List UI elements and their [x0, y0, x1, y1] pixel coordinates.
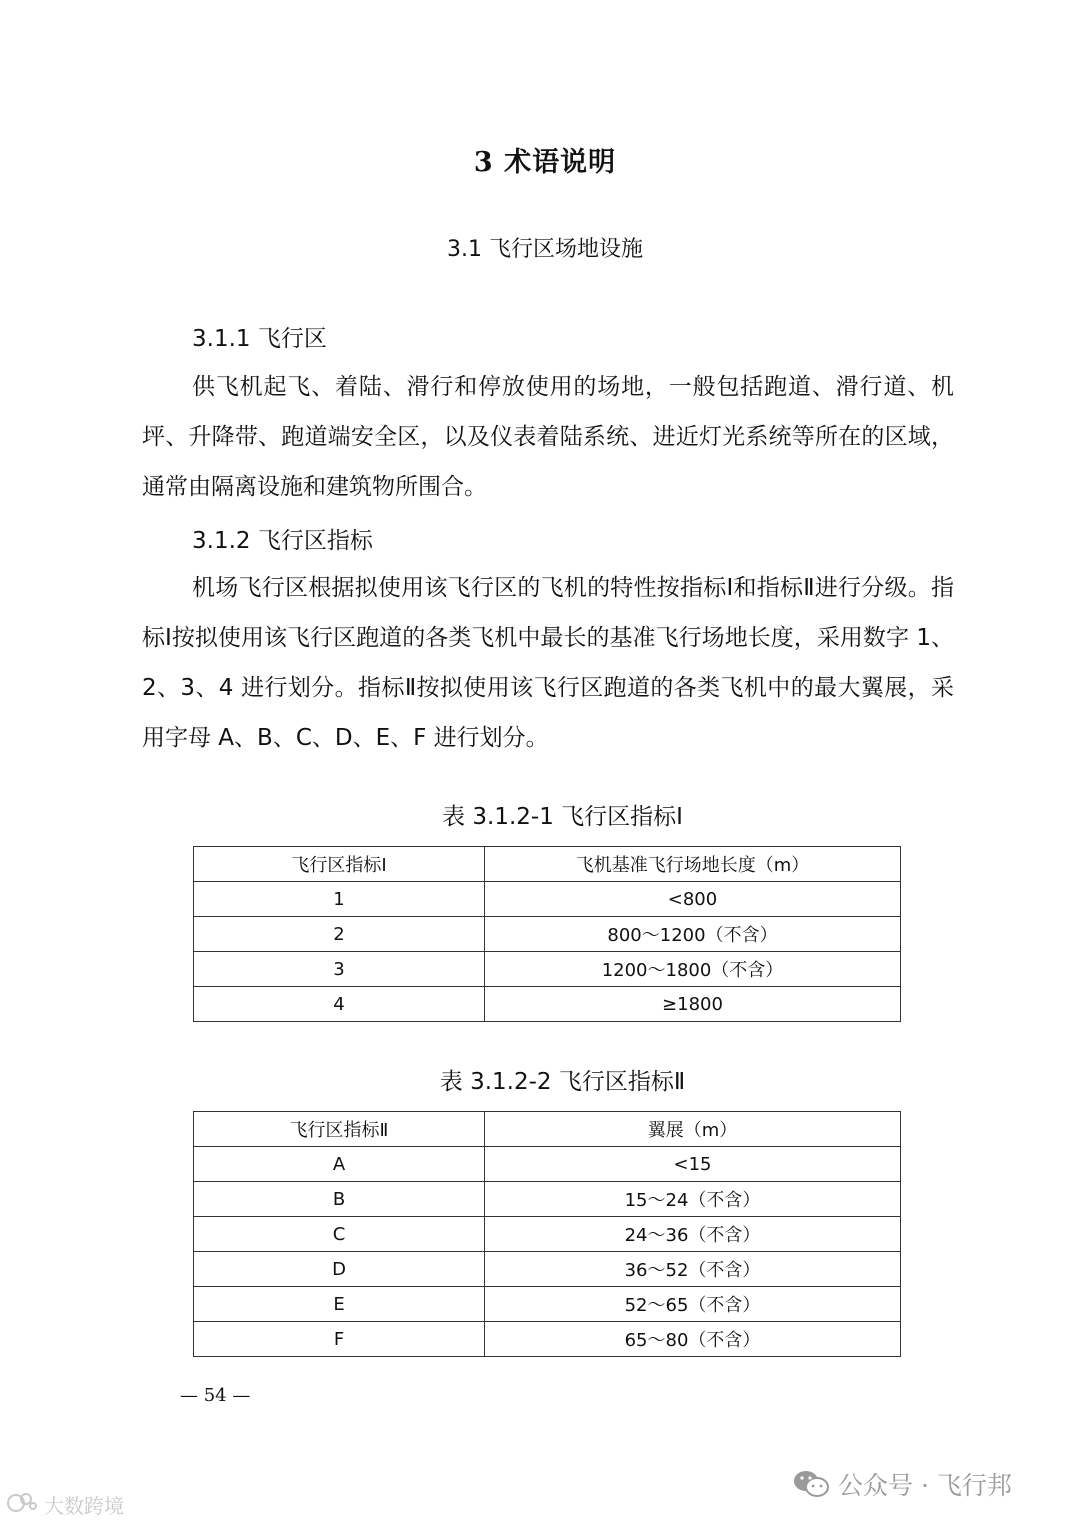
table-cell: B [194, 1182, 485, 1217]
table-row [194, 917, 901, 952]
table-row [194, 1322, 901, 1357]
table-flight-area-index-2 [193, 1111, 901, 1357]
table-row [194, 987, 901, 1022]
table-cell: 2 [194, 917, 485, 952]
table-cell: D [194, 1252, 485, 1287]
table-cell: 4 [194, 987, 485, 1022]
table-cell: 24～36（不含） [485, 1217, 901, 1252]
table-cell: <15 [485, 1147, 901, 1182]
table-cell: 15～24（不含） [485, 1182, 901, 1217]
table-row [194, 1252, 901, 1287]
table-cell: 3 [194, 952, 485, 987]
table-cell: ≥1800 [485, 987, 901, 1022]
table-cell: 800～1200（不含） [485, 917, 901, 952]
table-cell: <800 [485, 882, 901, 917]
watermark-right-text: 公众号 · 飞行邦 [838, 1471, 1012, 1500]
table1-caption: 表 3.1.2-1 飞行区指标Ⅰ [442, 804, 683, 830]
watermark-left [6, 1490, 124, 1519]
table-flight-area-index-1 [193, 846, 901, 1022]
table-cell: 1200～1800（不含） [485, 952, 901, 987]
table-header-cell: 翼展（m） [485, 1112, 901, 1147]
table-cell: E [194, 1287, 485, 1322]
table-header-row [194, 847, 901, 882]
table-cell: A [194, 1147, 485, 1182]
table-cell: 1 [194, 882, 485, 917]
subsection-heading-3-1-1: 3.1.1 飞行区 [192, 326, 327, 352]
paragraph-flight-area: 供飞机起飞、着陆、滑行和停放使用的场地，一般包括跑道、滑行道、机坪、升降带、跑道端安全区，以及仪表着陆系统、进近灯光系统等所在的区域，通常由隔离设施和建筑物所围合。 [142, 374, 954, 500]
table-row [194, 952, 901, 987]
table-cell: F [194, 1322, 485, 1357]
section-title: 3.1 飞行区场地设施 [447, 237, 643, 262]
paragraph-flight-area-index: 机场飞行区根据拟使用该飞行区的飞机的特性按指标Ⅰ和指标Ⅱ进行分级。指标Ⅰ按拟使用该飞行区跑道的各类飞机中最长的基准飞行场地长度，采用数字 1、2、3、4 进行划分。指标Ⅱ按拟使用该飞行区跑道的各类飞机中的最大翼展，采用字母 A、B、C、D、E、F 进行划分。 [142, 575, 954, 751]
table-row [194, 1147, 901, 1182]
page-number: — 54 — [180, 1385, 251, 1406]
table-cell: C [194, 1217, 485, 1252]
watermark-left-text: 大数跨境 [44, 1494, 124, 1518]
subsection-heading-3-1-2: 3.1.2 飞行区指标 [192, 528, 373, 554]
big-data-logo-icon [6, 1490, 40, 1519]
table-row [194, 1217, 901, 1252]
table-cell: 65～80（不含） [485, 1322, 901, 1357]
table-row [194, 882, 901, 917]
table-header-cell: 飞行区指标Ⅰ [194, 847, 485, 882]
table-header-cell: 飞行区指标Ⅱ [194, 1112, 485, 1147]
table-header-cell: 飞机基准飞行场地长度（m） [485, 847, 901, 882]
table-header-row [194, 1112, 901, 1147]
wechat-icon [792, 1469, 830, 1499]
watermark-right [792, 1466, 1012, 1502]
table-row [194, 1182, 901, 1217]
table-cell: 52～65（不含） [485, 1287, 901, 1322]
table-cell: 36～52（不含） [485, 1252, 901, 1287]
chapter-title: 3 术语说明 [473, 147, 617, 178]
table-row [194, 1287, 901, 1322]
table2-caption: 表 3.1.2-2 飞行区指标Ⅱ [439, 1069, 686, 1095]
